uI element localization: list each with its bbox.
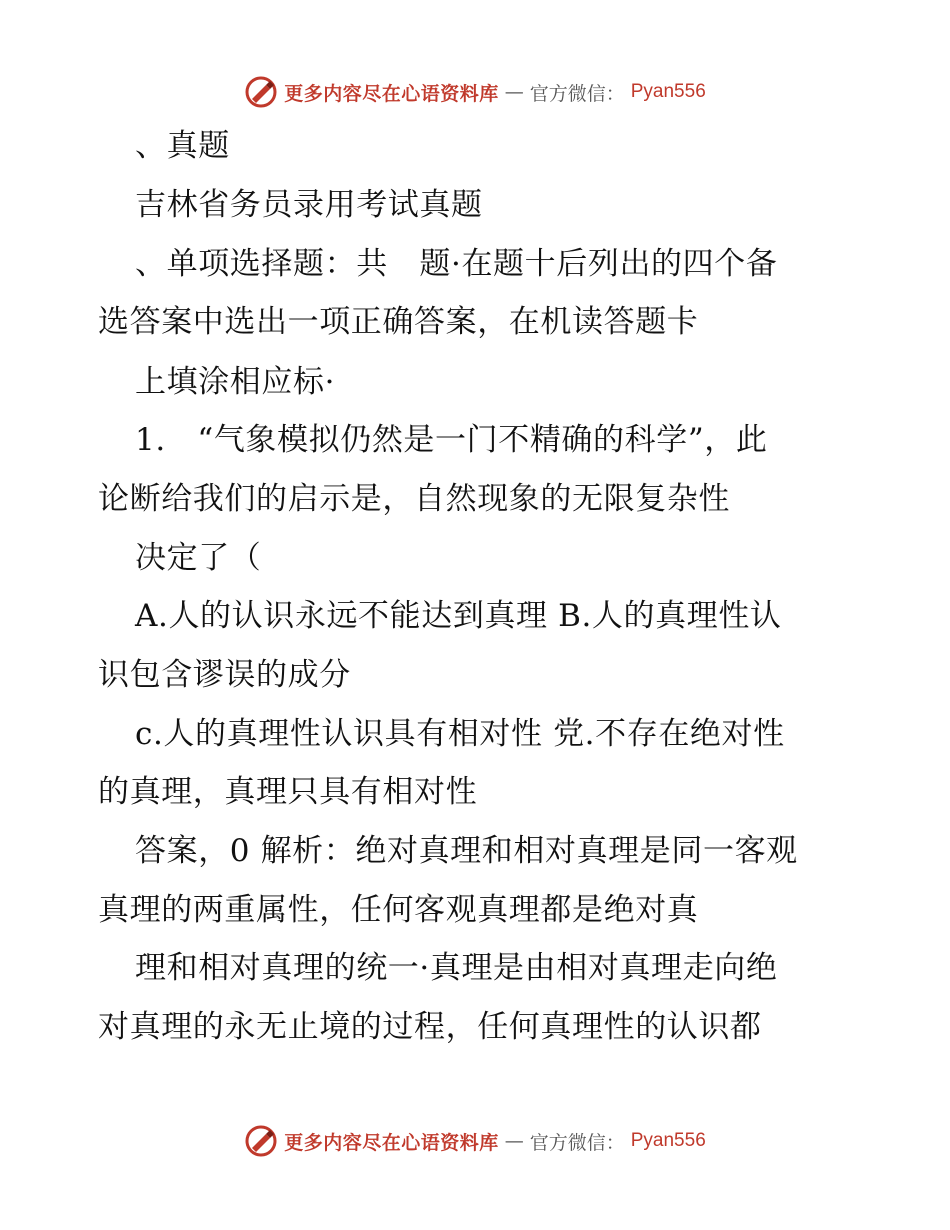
text-line: 答案，0 解析：绝对真理和相对真理是同一客观 (135, 833, 798, 869)
text-line: 选答案中选出一项正确答案，在机读答题卡 (98, 304, 699, 340)
banner-separator: — (504, 1130, 524, 1152)
text-line: 、真题 (135, 128, 230, 164)
banner-wechat-id: Pyan556 (630, 1130, 706, 1151)
brand-logo-icon (244, 75, 278, 109)
text-line: 吉林省务员录用考试真题 (135, 187, 483, 223)
text-line: 对真理的永无止境的过程，任何真理性的认识都 (98, 1009, 762, 1045)
brand-logo-icon (244, 1124, 278, 1158)
footer-banner (0, 1121, 950, 1161)
banner-separator: — (504, 81, 524, 103)
text-line: 的真理，真理只具有相对性 (98, 774, 478, 810)
header-banner (0, 72, 950, 112)
banner-brand-text: 更多内容尽在心语资料库 (284, 82, 499, 105)
text-line: 1. “气象模拟仍然是一门不精确的科学”，此 (135, 422, 768, 458)
text-line: c.人的真理性认识具有相对性 党.不存在绝对性 (135, 716, 785, 752)
text-line: 理和相对真理的统一·真理是由相对真理走向绝 (135, 950, 778, 986)
text-line: 决定了（ (135, 540, 262, 576)
banner-brand-text: 更多内容尽在心语资料库 (284, 1131, 499, 1154)
text-line: 真理的两重属性，任何客观真理都是绝对真 (98, 892, 699, 928)
text-line: 论断给我们的启示是，自然现象的无限复杂性 (98, 481, 730, 517)
banner-wechat-label: 官方微信： (529, 82, 625, 105)
text-line: 、单项选择题：共 题·在题十后列出的四个备 (135, 246, 778, 282)
banner-wechat-id: Pyan556 (630, 81, 706, 102)
text-line: 识包含谬误的成分 (98, 657, 351, 693)
text-line: A.人的认识永远不能达到真理 B.人的真理性认 (135, 598, 782, 634)
banner-wechat-label: 官方微信： (529, 1131, 625, 1154)
text-line: 上填涂相应标· (135, 364, 336, 400)
